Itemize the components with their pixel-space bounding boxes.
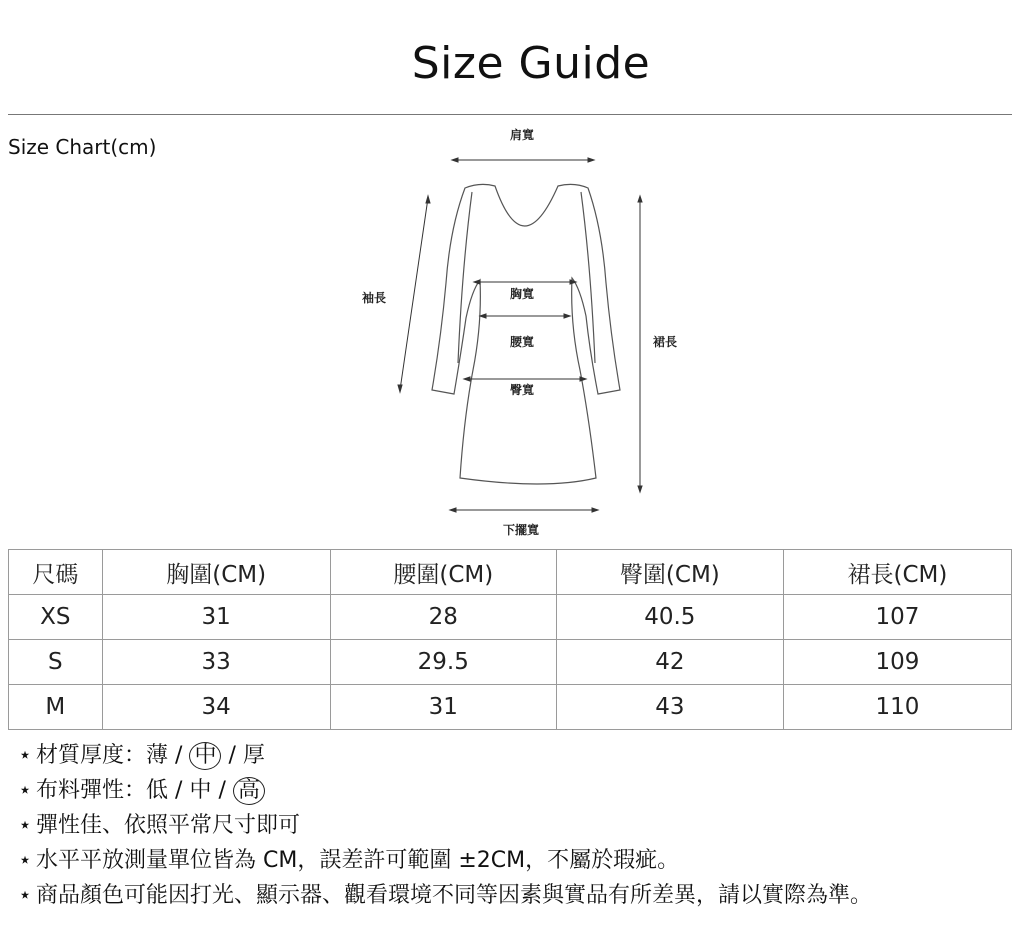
- cell-waist: 28: [330, 595, 556, 640]
- separator: /: [168, 743, 190, 768]
- cell-hip: 40.5: [556, 595, 783, 640]
- header-waist: 腰圍(CM): [330, 550, 556, 595]
- thickness-medium-selected: 中: [189, 742, 221, 770]
- table-row: [9, 685, 1012, 730]
- garment-diagram: [340, 118, 700, 546]
- header-hip: 臀圍(CM): [556, 550, 783, 595]
- header-length: 裙長(CM): [783, 550, 1011, 595]
- star-icon: ⋆: [18, 743, 32, 768]
- fit-text: 彈性佳、依照平常尺寸即可: [36, 813, 301, 838]
- waist-label: 腰寬: [510, 335, 535, 349]
- separator: /: [221, 743, 243, 768]
- note-color: [14, 878, 1014, 913]
- star-icon: ⋆: [18, 813, 32, 838]
- measurement-text: 水平平放測量單位皆為 CM，誤差許可範圍 ±2CM，不屬於瑕疵。: [36, 848, 680, 873]
- size-chart-label: Size Chart(cm): [8, 135, 157, 159]
- star-icon: ⋆: [18, 848, 32, 873]
- hem-arrow-head-right: [592, 508, 598, 512]
- hem-arrow-head-left: [450, 508, 456, 512]
- elasticity-label: 布料彈性：: [36, 778, 147, 803]
- hip-arrow-head-right: [580, 377, 586, 381]
- note-fit: [14, 808, 1014, 843]
- thickness-label: 材質厚度：: [36, 743, 147, 768]
- hip-label: 臀寬: [510, 383, 535, 397]
- star-icon: ⋆: [18, 883, 32, 908]
- cell-chest: 34: [102, 685, 330, 730]
- hip-arrow-head-left: [464, 377, 470, 381]
- product-notes: [14, 738, 1014, 913]
- sleeve-label: 袖長: [362, 291, 387, 305]
- cell-length: 107: [783, 595, 1011, 640]
- elasticity-low: 低: [146, 778, 169, 803]
- star-icon: ⋆: [18, 778, 32, 803]
- header-chest: 胸圍(CM): [102, 550, 330, 595]
- cell-waist: 31: [330, 685, 556, 730]
- thickness-thin: 薄: [146, 743, 169, 768]
- separator: /: [168, 778, 190, 803]
- note-thickness: [14, 738, 1014, 773]
- table-row: [9, 595, 1012, 640]
- cell-chest: 33: [102, 640, 330, 685]
- cell-length: 109: [783, 640, 1011, 685]
- shoulder-arrow-head-right: [588, 158, 594, 162]
- hem-label: 下擺寬: [503, 523, 540, 537]
- length-arrow-head-bottom: [638, 486, 642, 492]
- waist-arrow-head-left: [480, 314, 486, 318]
- table-header-row: [9, 550, 1012, 595]
- shoulder-label: 肩寬: [510, 128, 535, 142]
- chest-label: 胸寬: [510, 287, 535, 301]
- cell-size: XS: [9, 595, 103, 640]
- length-arrow-head-top: [638, 196, 642, 202]
- cell-waist: 29.5: [330, 640, 556, 685]
- note-measurement: [14, 843, 1014, 878]
- size-table: [8, 549, 1012, 730]
- table-row: [9, 640, 1012, 685]
- page-title: Size Guide: [411, 38, 651, 89]
- cell-size: M: [9, 685, 103, 730]
- waist-arrow-head-right: [564, 314, 570, 318]
- cell-length: 110: [783, 685, 1011, 730]
- separator: /: [211, 778, 233, 803]
- color-text: 商品顏色可能因打光、顯示器、觀看環境不同等因素與實品有所差異，請以實際為準。: [36, 883, 873, 908]
- thickness-thick: 厚: [242, 743, 265, 768]
- shoulder-arrow-head-left: [452, 158, 458, 162]
- elasticity-high-selected: 高: [233, 777, 265, 805]
- cell-size: S: [9, 640, 103, 685]
- dress-illustration: [340, 118, 700, 546]
- chest-arrow-head-left: [474, 280, 480, 284]
- note-elasticity: [14, 773, 1014, 808]
- length-label: 裙長: [653, 335, 678, 349]
- left-sleeve-seam: [458, 192, 472, 363]
- cell-chest: 31: [102, 595, 330, 640]
- header-size: 尺碼: [9, 550, 103, 595]
- elasticity-medium: 中: [189, 778, 212, 803]
- title-divider: [8, 114, 1012, 115]
- sleeve-arrow: [400, 198, 428, 390]
- cell-hip: 42: [556, 640, 783, 685]
- cell-hip: 43: [556, 685, 783, 730]
- sleeve-arrow-head-top: [426, 196, 430, 203]
- sleeve-arrow-head-bottom: [398, 385, 402, 392]
